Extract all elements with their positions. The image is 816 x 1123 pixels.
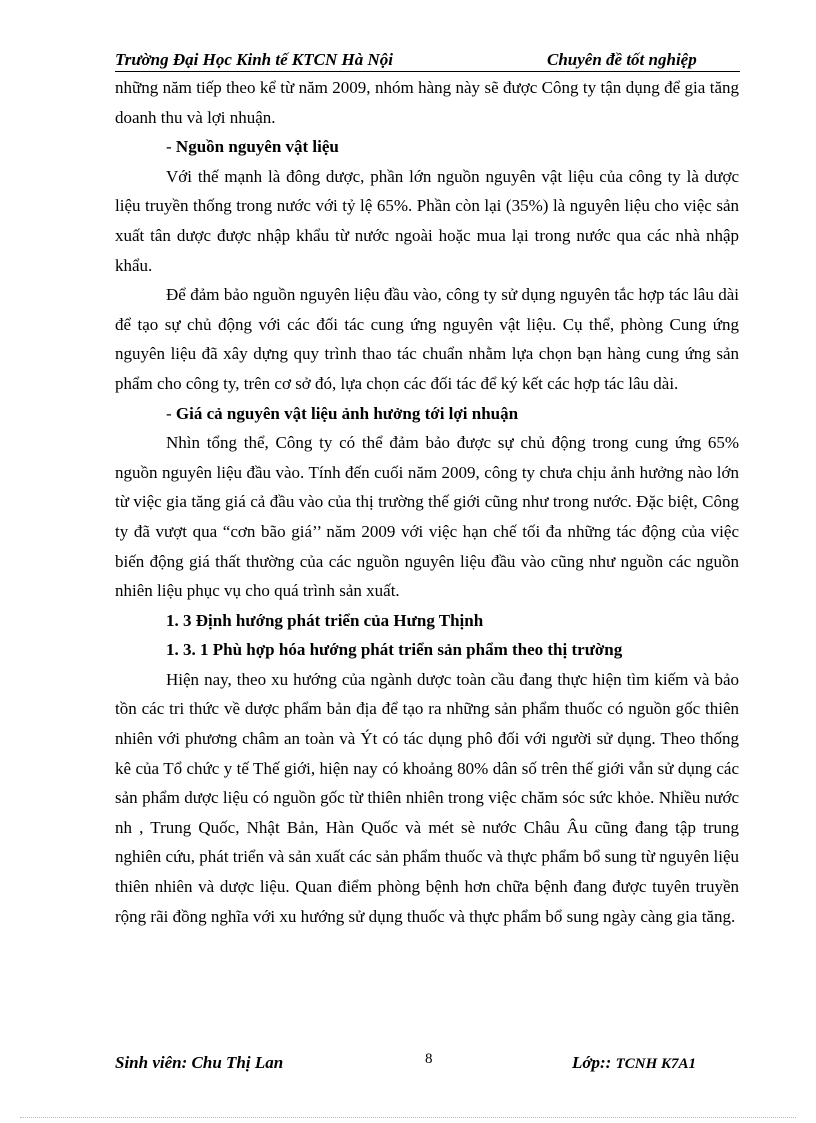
footer-class-label: Lớp:: (572, 1053, 616, 1072)
heading-raw-materials-text: Nguồn nguyên vật liệu (175, 137, 339, 157)
footer-student-label: Sinh viên: (115, 1053, 192, 1072)
paragraph-5: Hiện nay, theo xu hướng của ngành dược toàn cầu đang thực hiện tìm kiếm và bảo tồn các tri thức về dược phẩm bản địa để tạo ra những sản phẩm thuốc có nguồn gốc thiên nhiên với phương châm an toàn và Ýt có tác dụng phô đối với người sử dụng. Theo thống kê của Tổ chức y tế Thế giới, hiện nay có khoảng 80% dân số trên thế giới vẫn sử dụng các sản phẩm dược liệu có nguồn gốc từ thiên nhiên trong việc chăm sóc sức khỏe. Nhiều nước nh , Trung Quốc, Nhật Bản, Hàn Quốc và mét sè nước Châu Âu cũng đang tập trung nghiên cứu, phát triển và sản xuất các sản phẩm thuốc và thực phẩm bổ sung từ nguyên liệu thiên nhiên và dược liệu. Quan điểm phòng bệnh hơn chữa bệnh đang được tuyên truyền rộng rãi đồng nghĩa với xu hướng sử dụng thuốc và thực phẩm bổ sung ngày càng gia tăng. (115, 669, 739, 926)
page-number: 8 (425, 1051, 433, 1067)
section-heading-1-3-1: 1. 3. 1 Phù hợp hóa hướng phát triển sản phẩm theo thị trường (166, 640, 623, 660)
header-doc-type: Chuyên đề tốt nghiệp (547, 50, 697, 69)
heading-material-prices-text: Giá cả nguyên vật liệu ảnh hưởng tới lợi nhuận (175, 403, 519, 423)
heading-material-prices (115, 399, 739, 429)
paragraph-3: Để đảm bảo nguồn nguyên liệu đầu vào, công ty sử dụng nguyên tắc hợp tác lâu dài để tạo sự chủ động với các đối tác cung ứng nguyên vật liệu. Cụ thể, phòng Cung ứng nguyên liệu đã xây dựng quy trình thao tác chuẩn nhằm lựa chọn bạn hàng cung ứng sản phẩm cho công ty, trên cơ sở đó, lựa chọn các đối tác để ký kết các hợp tác lâu dài. (115, 285, 739, 393)
section-heading-1-3: 1. 3 Định hướng phát triển của Hưng Thịnh (166, 610, 484, 630)
footer-class (572, 1053, 696, 1073)
header-school: Trường Đại Học Kinh tế KTCN Hà Nội (115, 50, 393, 69)
heading-prefix: - (166, 403, 176, 423)
paragraph-4: Nhìn tổng thể, Công ty có thể đảm bảo được sự chủ động trong cung ứng 65% nguồn nguyên liệu đầu vào. Tính đến cuối năm 2009, công ty chưa chịu ảnh hưởng nào lớn từ việc gia tăng giá cả đầu vào của thị trường thế giới cũng như trong nước. Đặc biệt, Công ty đã vượt qua “cơn bão giá’’ năm 2009 với việc hạn chế tối đa những tác động của việc biến động giá thất thường của các nguồn nguyên liệu đầu vào cũng như nguồn các nguồn nhiên liệu phục vụ cho quá trình sản xuất. (115, 433, 739, 601)
footer-class-code: TCNH K7A1 (615, 1056, 697, 1072)
page-header (115, 50, 740, 72)
header-divider (115, 71, 740, 72)
footer-student (115, 1053, 283, 1073)
footer-student-name: Chu Thị Lan (191, 1053, 284, 1072)
heading-prefix: - (166, 137, 176, 157)
paragraph-2: Với thế mạnh là đông dược, phần lớn nguồn nguyên vật liệu của công ty là dược liệu truyền thống trong nước với tỷ lệ 65%. Phần còn lại (35%) là nguyên liệu cho việc sản xuất tân dược được nhập khẩu từ nước ngoài hoặc mua lại trong nước qua các nhà nhập khẩu. (115, 166, 739, 275)
paragraph-1: những năm tiếp theo kể từ năm 2009, nhóm hàng này sẽ được Công ty tận dụng để gia tăng doanh thu và lợi nhuận. (115, 78, 739, 127)
page-footer (115, 1053, 740, 1077)
heading-raw-materials (115, 132, 739, 162)
page-bottom-dotted-line (20, 1117, 796, 1118)
body-text (115, 73, 739, 931)
